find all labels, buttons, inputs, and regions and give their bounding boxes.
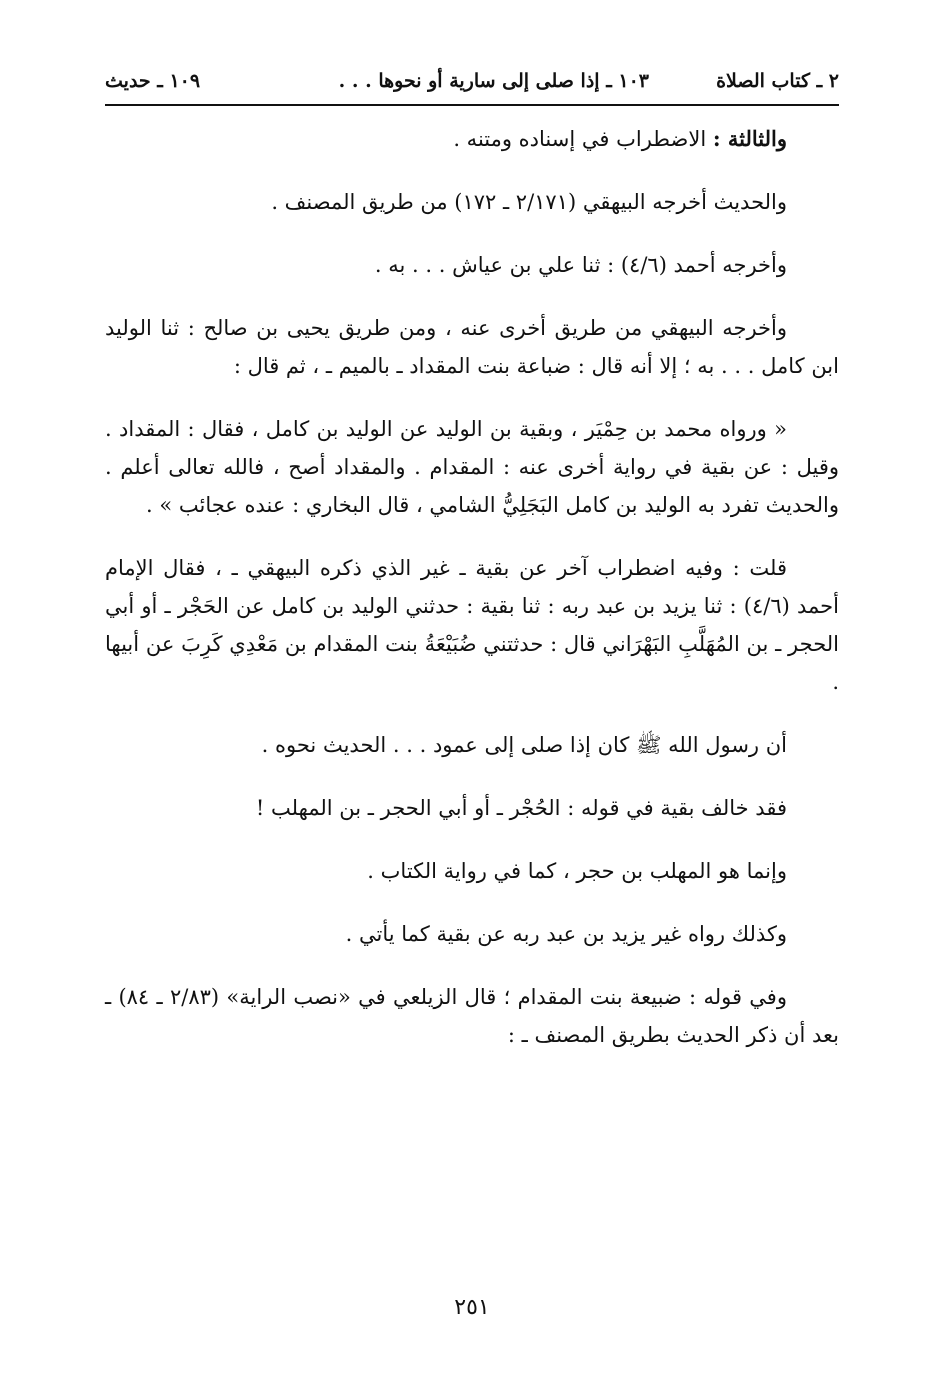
quotation: « ورواه محمد بن حِمْيَر ، وبقية بن الوليد عن الوليد بن كامل ، فقال : المقداد . وقيل : عن بقية في رواية أخرى عنه : المقدام . والمقداد أصح ، فالله تعالى أعلم . والحديث تفرد به الوليد بن كامل البَجَلِيُّ الشامي ، قال البخاري : عنده عجائب » . (105, 417, 839, 517)
paragraph-10: وكذلك رواه غير يزيد بن عبد ربه عن بقية كما يأتي . (345, 922, 787, 946)
paragraph-4: وأخرجه البيهقي من طريق أخرى عنه ، ومن طريق يحيى بن صالح : ثنا الوليد ابن كامل . . . به ؛ إلا أنه قال : ضباعة بنت المقداد ـ بالميم ـ ، ثم قال : (105, 316, 839, 378)
paragraph-8: فقد خالف بقية في قوله : الحُجْر ـ أو أبي الحجر ـ بن المهلب ! (255, 796, 787, 820)
paragraph-9: وإنما هو المهلب بن حجر ، كما في رواية الكتاب . (367, 859, 787, 883)
paragraph-3: وأخرجه أحمد (٤/٦) : ثنا علي بن عياش . . . به . (374, 253, 787, 277)
hadith-number: ١٠٩ ـ حديث (105, 70, 201, 92)
hadith-text: أن رسول الله ﷺ كان إذا صلى إلى عمود . . . الحديث نحوه . (261, 733, 787, 757)
paragraph-2: والحديث أخرجه البيهقي (٢/١٧١ ـ ١٧٢) من طريق المصنف . (271, 190, 787, 214)
page-number: ٢٥١ (454, 1295, 490, 1320)
paragraph-1: والثالثة : الاضطراب في إسناده ومتنه . (453, 126, 787, 151)
book-page (105, 60, 839, 1320)
paragraph-11: وفي قوله : ضبيعة بنت المقدام ؛ قال الزيلعي في «نصب الراية» (٢/٨٣ ـ ٨٤) ـ بعد أن ذكر الحديث بطريق المصنف ـ : (105, 985, 839, 1047)
running-header (105, 60, 839, 106)
chapter-title: ٢ ـ كتاب الصلاة (716, 70, 839, 92)
paragraph-6: قلت : وفيه اضطراب آخر عن بقية ـ غير الذي ذكره البيهقي ـ ، فقال الإمام أحمد (٤/٦) : ثنا يزيد بن عبد ربه : ثنا بقية : حدثني الوليد بن كامل عن الحَجْر ـ أو أبي الحجر ـ بن المُهَلَّبِ البَهْرَاني قال : حدثتني ضُبَيْعَةُ بنت المقدام بن مَعْدِي كَرِبَ عن أبيها . (105, 556, 839, 694)
paragraph-lead: والثالثة : (712, 126, 787, 151)
section-title: ١٠٣ ـ إذا صلى إلى سارية أو نحوها . . . (338, 70, 649, 92)
page-body (105, 120, 839, 1079)
